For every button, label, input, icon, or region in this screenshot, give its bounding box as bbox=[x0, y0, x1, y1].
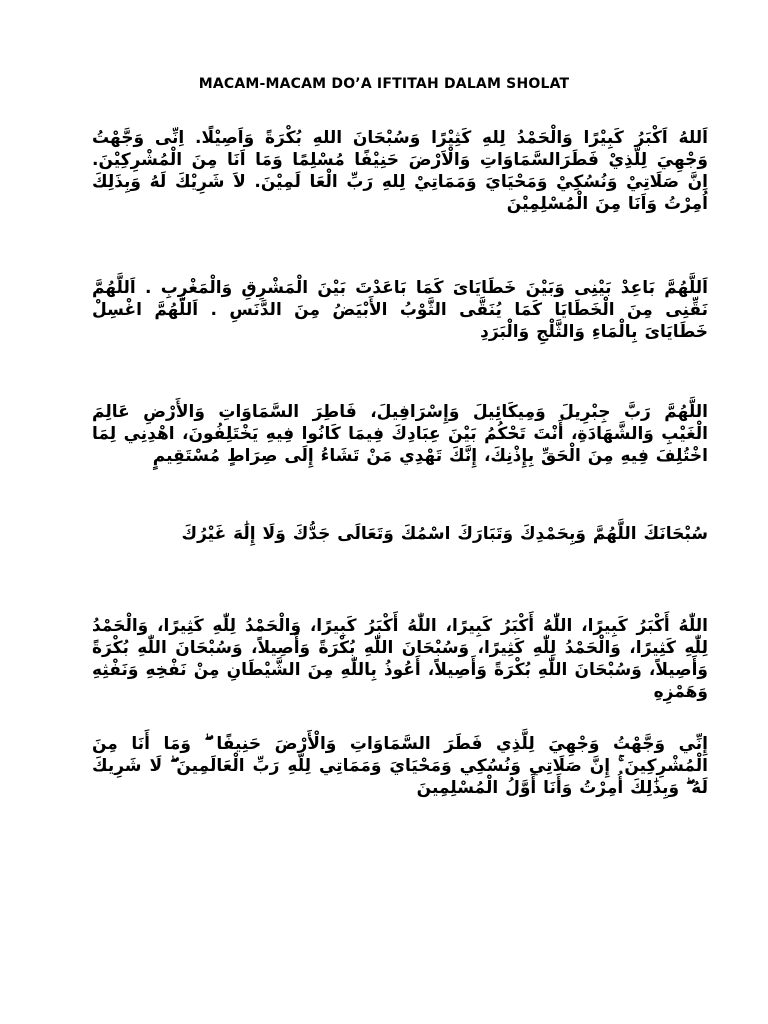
doa-iftitah-paragraph-1: اَللهُ اَكْبَرُ كَبِيْرًا وَالْحَمْدُ لِلهِ كَثِيْرًا وَسُبْحَانَ اللهِ بُكْرَةً وَاَصِيْلًا. اِنِّى وَجَّهْتُ وَجْهِيَ لِلَّذِيْ فَطَرَالسَّمَاوَاتِ وَالْاَرْضَ حَنِيْفًا مُسْلِمًا وَمَا اَنَا مِنَ الْمُشْرِكِيْنَ. اِنَّ صَلَاتِيْ وَنُسُكِيْ وَمَحْيَايَ وَمَمَاتِيْ لِلهِ رَبِّ الْعَا لَمِيْنَ. لاَ شَرِيْكَ لَهُ وَبِذَلِكَ اُمِرْتُ وَاَنَا مِنَ الْمُسْلِمِيْنَ bbox=[92, 128, 708, 214]
document-title: MACAM-MACAM DO’A IFTITAH DALAM SHOLAT bbox=[198, 76, 570, 92]
doa-iftitah-paragraph-5: اللّٰهُ أَكْبَرُ كَبِيرًا، اللّٰهُ أَكْبَرُ كَبِيرًا، اللّٰهُ أَكْبَرُ كَبِيرًا، وَالْحَمْدُ لِلّٰهِ كَثِيرًا، وَالْحَمْدُ لِلّٰهِ كَثِيرًا، وَالْحَمْدُ لِلّٰهِ كَثِيرًا، وَسُبْحَانَ اللّٰهِ بُكْرَةً وَأَصِيلاً، وَسُبْحَانَ اللّٰهِ بُكْرَةً وَأَصِيلاً، وَسُبْحَانَ اللّٰهِ بُكْرَةً وَأَصِيلاً، أَعُوذُ بِاللّٰهِ مِنَ الشَّيْطَانِ مِنْ نَفْخِهِ وَنَفْثِهِ وَهَمْزِهِ bbox=[92, 616, 708, 702]
doa-iftitah-paragraph-3: اللَّهُمَّ رَبَّ جِبْرِيلَ وَمِيكَائِيلَ وَإِسْرَافِيلَ، فَاطِرَ السَّمَاوَاتِ وَالأَرْضِ عَالِمَ الْغَيْبِ وَالشَّهَادَةِ، أَنْتَ تَحْكُمُ بَيْنَ عِبَادِكَ فِيمَا كَانُوا فِيهِ يَخْتَلِفُونَ، اهْدِنِي لِمَا اخْتُلِفَ فِيهِ مِنَ الْحَقِّ بِإِذْنِكَ، إِنَّكَ تَهْدِي مَنْ تَشَاءُ إِلَى صِرَاطٍ مُسْتَقِيمٍ bbox=[92, 402, 708, 466]
doa-iftitah-paragraph-4: سُبْحَانَكَ اللَّهُمَّ وَبِحَمْدِكَ وَتَبَارَكَ اسْمُكَ وَتَعَالَى جَدُّكَ وَلَا إِلَٰهَ غَيْرُكَ bbox=[181, 524, 708, 544]
doa-iftitah-paragraph-2: اَللَّهُمَّ بَاعِدْ بَيْنِى وَبَيْنَ خَطَايَاىَ كَمَا بَاعَدْتَ بَيْنَ الْمَشْرِقِ وَالْمَغْرِبِ . اَللَّهُمَّ نَقِّنِى مِنَ الْخَطَايَا كَمَا يُنَقَّى الثَّوْبُ الأَبْيَضُ مِنَ الدَّنَسِ . اَللَّهُمَّ اغْسِلْ خَطَايَاىَ بِالْمَاءِ وَالثَّلْجِ وَالْبَرَدِ bbox=[92, 278, 708, 342]
doa-iftitah-paragraph-6: إِنِّي وَجَّهْتُ وَجْهِيَ لِلَّذِي فَطَرَ السَّمَاوَاتِ وَالْأَرْضَ حَنِيفًا ۖ وَمَا أَنَا مِنَ الْمُشْرِكِينَ ۚ إِنَّ صَلَاتِي وَنُسُكِي وَمَحْيَايَ وَمَمَاتِي لِلَّهِ رَبِّ الْعَالَمِينَ ۖ لَا شَرِيكَ لَهُ ۖ وَبِذَٰلِكَ أُمِرْتُ وَأَنَا أَوَّلُ الْمُسْلِمِينَ bbox=[92, 734, 708, 798]
